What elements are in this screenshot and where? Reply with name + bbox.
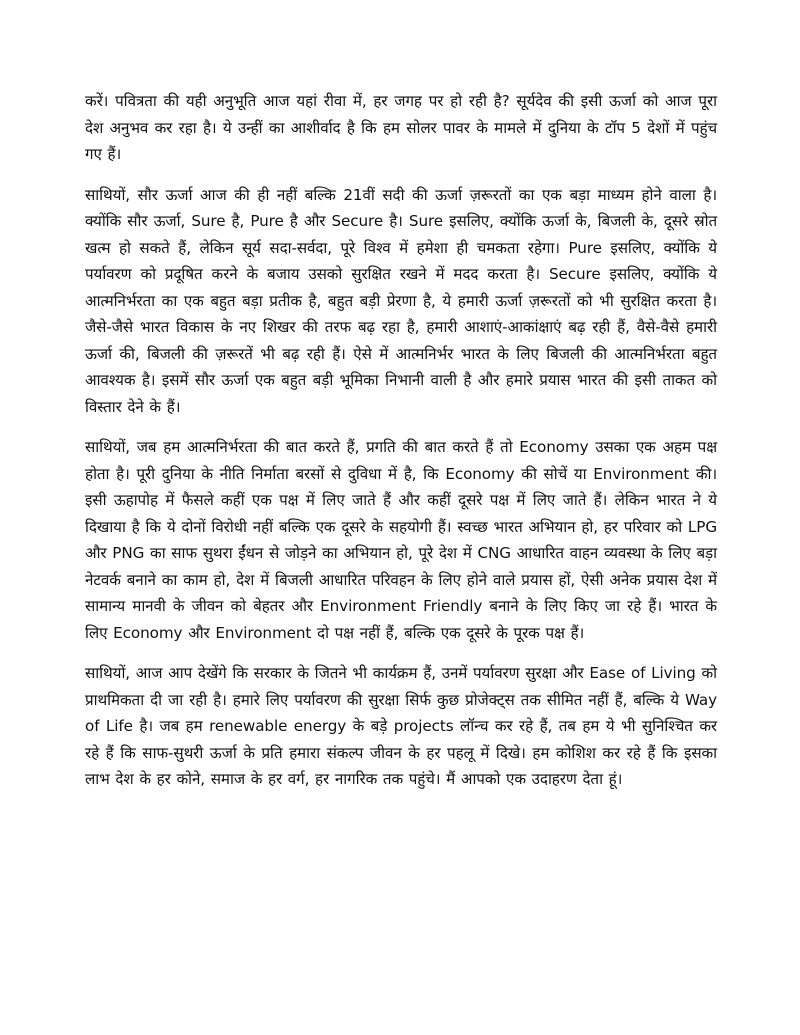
paragraph-1: करें। पवित्रता की यही अनुभूति आज यहां रीवा में, हर जगह पर हो रही है? सूर्यदेव की इसी ऊर्जा को आज पूरा देश अनुभव कर रहा है। ये उन्हीं का आशीर्वाद है कि हम सोलर पावर के मामले में दुनिया के टॉप 5 देशों में पहुंच गए हैं। [85,92,717,163]
paragraph-3: साथियों, जब हम आत्मनिर्भरता की बात करते हैं, प्रगति की बात करते हैं तो Economy उसका एक अहम पक्ष होता है। पूरी दुनिया के नीति निर्माता बरसों से दुविधा में है, कि Economy की सोचें या Environment की। इसी ऊहापोह में फैसले कहीं एक पक्ष में लिए जाते हैं और कहीं दूसरे पक्ष में लिए जाते हैं। लेकिन भारत ने ये दिखाया है कि ये दोनों विरोधी नहीं बल्कि एक दूसरे के सहयोगी हैं। स्वच्छ भारत अभियान हो, हर परिवार को LPG और PNG का साफ सुथरा ईंधन से जोड़ने का अभियान हो, पूरे देश में CNG आधारित वाहन व्यवस्था के लिए बड़ा नेटवर्क बनाने का काम हो, देश में बिजली आधारित परिवहन के लिए होने वाले प्रयास हों, ऐसी अनेक प्रयास देश में सामान्य मानवी के जीवन को बेहतर और Environment Friendly बनाने के लिए किए जा रहे हैं। भारत के लिए Economy और Environment दो पक्ष नहीं हैं, बल्कि एक दूसरे के पूरक पक्ष हैं। [85,438,717,642]
paragraph-4: साथियों, आज आप देखेंगे कि सरकार के जितने भी कार्यक्रम हैं, उनमें पर्यावरण सुरक्षा और Ease of Living को प्राथमिकता दी जा रही है। हमारे लिए पर्यावरण की सुरक्षा सिर्फ कुछ प्रोजेक्ट्स तक सीमित नहीं हैं, बल्कि ये Way of Life है। जब हम renewable energy के बड़े projects लॉन्च कर रहे हैं, तब हम ये भी सुनिश्चित कर रहे हैं कि साफ-सुथरी ऊर्जा के प्रति हमारा संकल्प जीवन के हर पहलू में दिखे। हम कोशिश कर रहे हैं कि इसका लाभ देश के हर कोने, समाज के हर वर्ग, हर नागरिक तक पहुंचे। मैं आपको एक उदाहरण देता हूं। [85,664,717,788]
document-page [85,88,717,807]
paragraph-2: साथियों, सौर ऊर्जा आज की ही नहीं बल्कि 21वीं सदी की ऊर्जा ज़रूरतों का एक बड़ा माध्यम होने वाला है। क्योंकि सौर ऊर्जा, Sure है, Pure है और Secure है। Sure इसलिए, क्योंकि ऊर्जा के, बिजली के, दूसरे स्रोत खत्म हो सकते हैं, लेकिन सूर्य सदा-सर्वदा, पूरे विश्व में हमेशा ही चमकता रहेगा। Pure इसलिए, क्योंकि ये पर्यावरण को प्रदूषित करने के बजाय उसको सुरक्षित रखने में मदद करता है। Secure इसलिए, क्योंकि ये आत्मनिर्भरता का एक बहुत बड़ा प्रतीक है, बहुत बड़ी प्रेरणा है, ये हमारी ऊर्जा ज़रूरतों को भी सुरक्षित करता है। जैसे-जैसे भारत विकास के नए शिखर की तरफ बढ़ रहा है, हमारी आशाएं-आकांक्षाएं बढ़ रही हैं, वैसे-वैसे हमारी ऊर्जा की, बिजली की ज़रूरतें भी बढ़ रही हैं। ऐसे में आत्मनिर्भर भारत के लिए बिजली की आत्मनिर्भरता बहुत आवश्यक है। इसमें सौर ऊर्जा एक बहुत बड़ी भूमिका निभानी वाली है और हमारे प्रयास भारत की इसी ताकत को विस्तार देने के हैं। [85,185,717,416]
